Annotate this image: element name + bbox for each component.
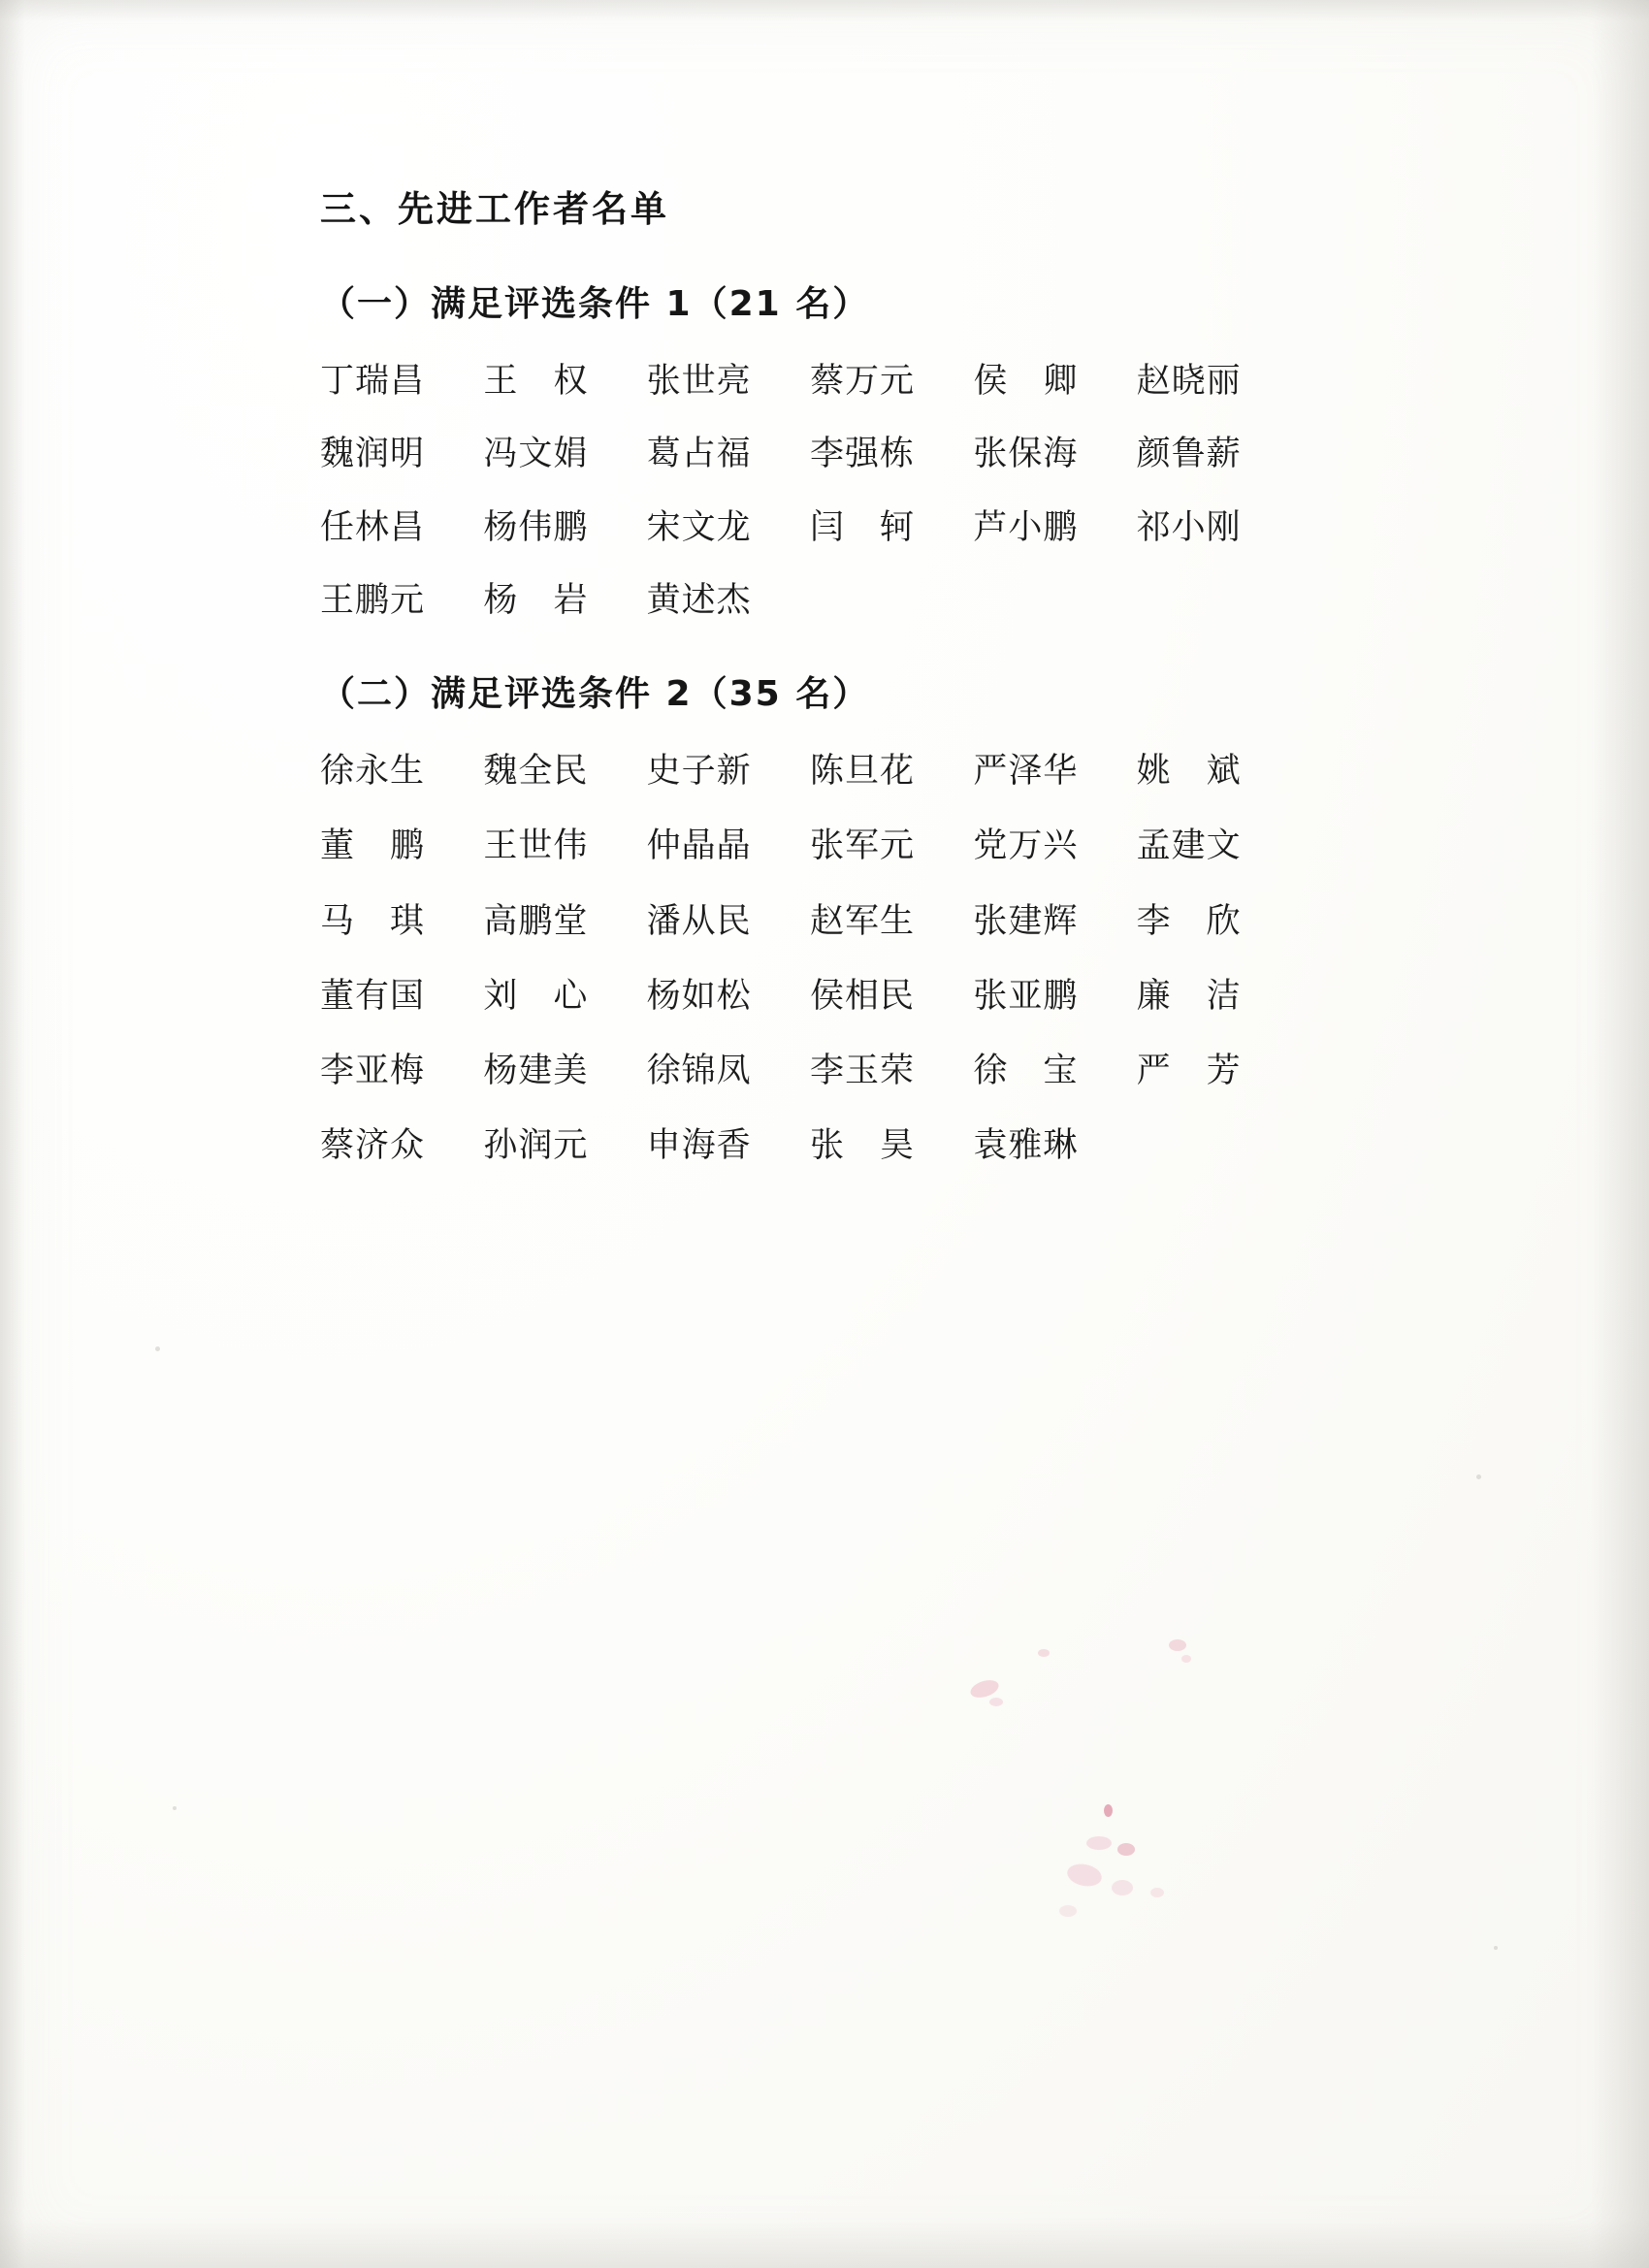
name-item: 张保海 [973,435,1079,474]
name-item: 祁小刚 [1136,507,1242,547]
name-item: 杨 岩 [483,580,589,620]
name-item: 史子新 [646,752,752,791]
name-item: 蔡万元 [809,362,915,401]
name-item: 杨伟鹏 [483,507,589,547]
name-item: 董有国 [320,976,426,1016]
name-item: 高鹏堂 [483,901,589,941]
name-item: 马 琪 [320,901,426,941]
name-item: 赵晓丽 [1136,362,1242,401]
name-item: 刘 心 [483,976,589,1016]
name-item: 宋文龙 [646,507,752,547]
name-item: 魏润明 [320,435,426,474]
name-item: 李亚梅 [320,1052,426,1090]
scan-speck [1476,1474,1481,1479]
section-2-subheading: （二）满足评选条件 2（35 名） [320,674,870,714]
name-item: 姚 斌 [1136,752,1242,791]
name-item: 魏全民 [483,752,589,791]
name-item: 陈旦花 [809,752,915,791]
name-item: 王鹏元 [320,580,426,620]
name-item: 张 昊 [809,1126,915,1166]
page-edge-shadow-right [1591,0,1649,2268]
name-item: 冯文娟 [483,435,589,474]
name-item: 张建辉 [973,901,1079,941]
name-item: 闫 轲 [809,507,915,547]
name-item: 徐永生 [320,752,426,791]
name-item: 杨如松 [646,976,752,1016]
name-item: 潘从民 [646,901,752,941]
scan-speck [155,1346,160,1351]
name-item: 孟建文 [1136,826,1242,866]
name-item: 张世亮 [646,362,752,401]
name-item: 颜鲁薪 [1136,435,1242,474]
name-item: 李玉荣 [809,1052,915,1090]
section-condition-1 [320,276,1348,624]
name-list-condition-1 [320,359,1300,624]
name-item: 徐锦凤 [646,1052,752,1090]
document-body [320,179,1348,1213]
name-item: 黄述杰 [646,580,752,620]
name-item: 张亚鹏 [973,976,1079,1016]
name-item: 赵军生 [809,901,915,941]
page-title: 三、先进工作者名单 [320,188,669,230]
section-condition-2 [320,666,1348,1170]
name-list-condition-2 [320,749,1300,1170]
name-item: 李 欣 [1136,901,1242,941]
name-item: 严泽华 [973,752,1079,791]
scan-speck [173,1806,177,1810]
name-item: 王世伟 [483,826,589,866]
name-item: 任林昌 [320,507,426,547]
name-item: 孙润元 [483,1126,589,1166]
name-item: 董 鹏 [320,826,426,866]
page-edge-shadow-bottom [0,2219,1649,2268]
name-item: 杨建美 [483,1052,589,1090]
name-item: 侯 卿 [973,362,1079,401]
name-item: 李强栋 [809,435,915,474]
name-item: 仲晶晶 [646,826,752,866]
name-item: 侯相民 [809,976,915,1016]
name-item: 袁雅琳 [973,1126,1079,1166]
name-item: 芦小鹏 [973,507,1079,547]
name-item: 严 芳 [1136,1052,1242,1090]
scan-speck [1494,1946,1498,1950]
page-edge-shadow-left [0,0,25,2268]
name-item: 蔡济众 [320,1126,426,1166]
page-edge-shadow-top [0,0,1649,21]
section-1-subheading: （一）满足评选条件 1（21 名） [320,284,870,324]
name-item: 申海香 [646,1126,752,1166]
name-item: 张军元 [809,826,915,866]
name-item: 丁瑞昌 [320,362,426,401]
name-item: 党万兴 [973,826,1079,866]
name-item: 徐 宝 [973,1052,1079,1090]
name-item: 廉 洁 [1136,976,1242,1016]
name-item: 王 权 [483,362,589,401]
name-item: 葛占福 [646,435,752,474]
